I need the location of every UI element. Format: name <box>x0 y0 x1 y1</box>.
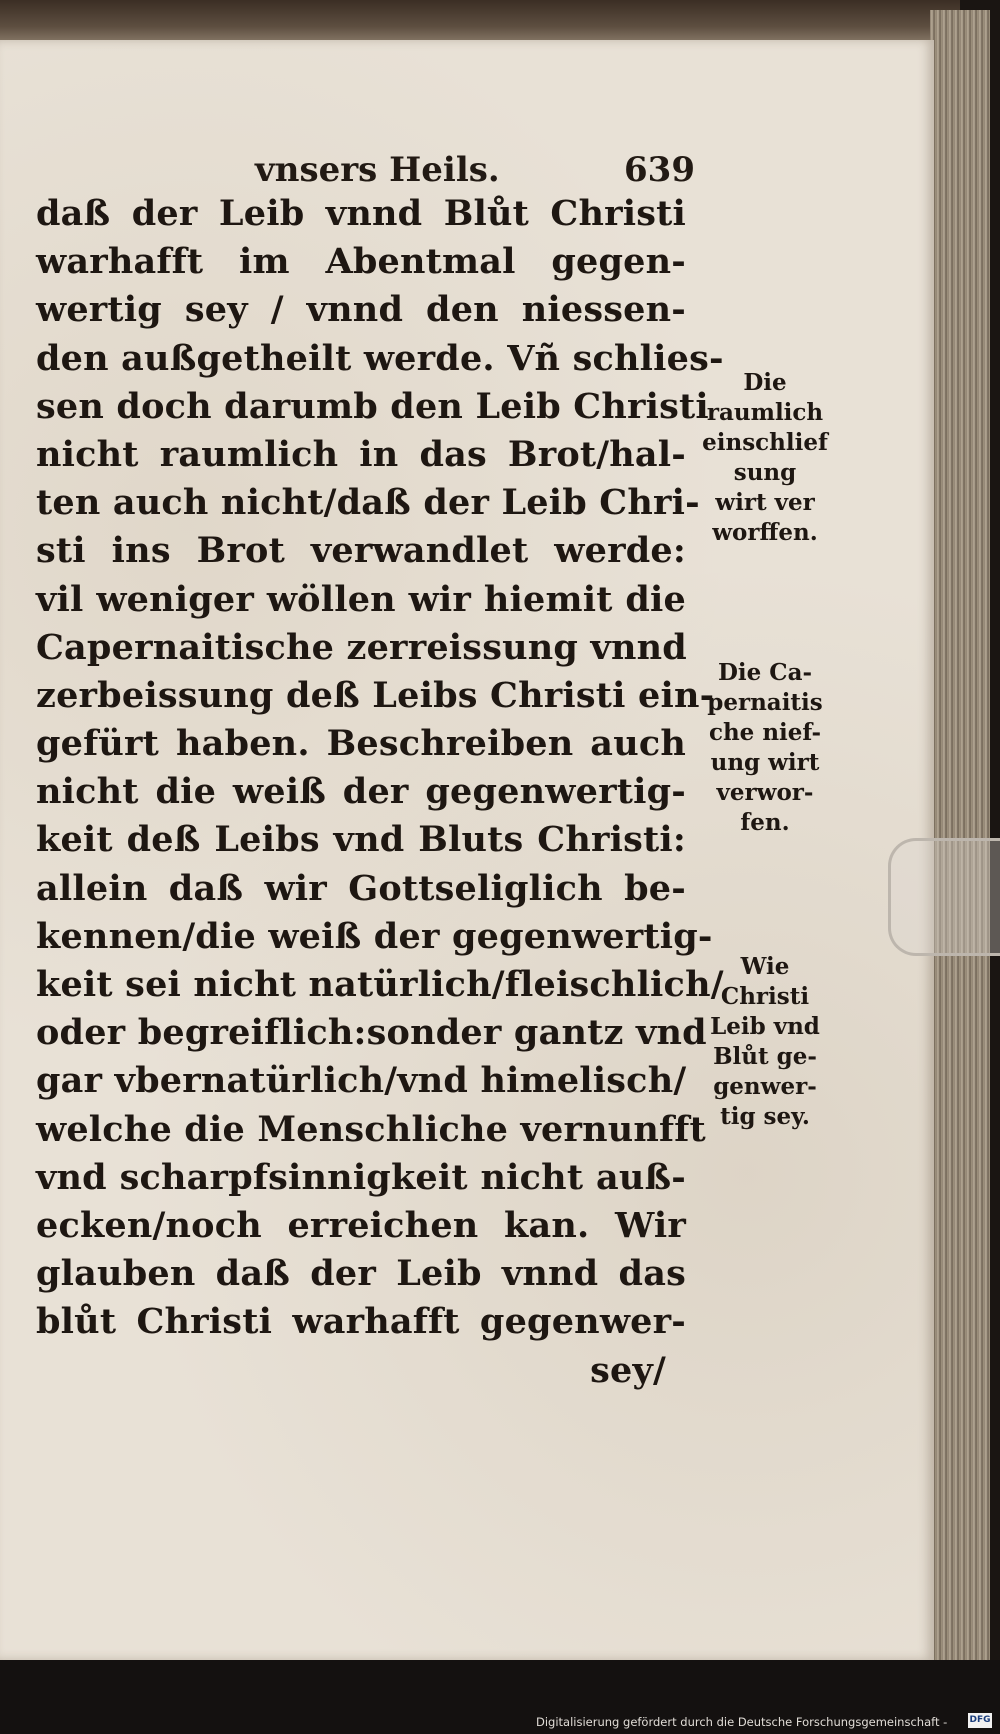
text-line: ten auch nicht/daß der Leib Chri- <box>36 482 700 524</box>
text-line: ecken/noch erreichen kan. Wir <box>36 1204 686 1246</box>
marginal-note <box>690 952 840 1132</box>
catchword: sey/ <box>590 1349 666 1391</box>
marginal-note-line: fen. <box>740 809 790 836</box>
marginal-note-line: ung wirt <box>710 749 820 776</box>
marginal-note-line: raumlich <box>706 399 824 426</box>
text-line: warhafft im Abentmal gegen- <box>36 241 686 283</box>
text-line: Capernaitische zerreissung vnnd <box>36 626 687 668</box>
marginal-note-line: pernaitis <box>707 689 823 716</box>
marginal-note-line: worffen. <box>712 519 818 546</box>
text-line: den außgetheilt werde. Vñ schlies- <box>36 337 724 379</box>
dfg-logo-icon: DFG <box>968 1713 992 1728</box>
top-edge-shadow <box>0 0 960 44</box>
marginal-note-line: verwor- <box>716 779 814 806</box>
text-line: welche die Menschliche vernunfft <box>36 1108 706 1150</box>
text-line: nicht die weiß der gegenwertig- <box>36 771 686 813</box>
marginal-note <box>690 368 840 548</box>
text-line: gefürt haben. Beschreiben auch <box>36 723 686 765</box>
marginal-note <box>690 658 840 838</box>
marginal-note-line: che nief- <box>708 719 822 746</box>
main-text-block <box>36 190 724 1395</box>
marginal-note-line: Christi <box>720 983 810 1010</box>
text-line: nicht raumlich in das Brot/hal- <box>36 433 686 475</box>
marginal-note-line: Die Ca- <box>717 659 813 686</box>
page-number: 639 <box>624 150 695 190</box>
text-line: vnd scharpfsinnigkeit nicht auß- <box>36 1156 686 1198</box>
running-title: vnsers Heils. <box>255 150 500 190</box>
digitization-credit: Digitalisierung gefördert durch die Deutsche Forschungsgemeinschaft - <box>536 1715 948 1729</box>
marginal-note-line: genwer- <box>713 1073 817 1100</box>
marginal-note-line: einschlief <box>702 429 828 456</box>
page-clip <box>888 838 1000 956</box>
text-line: sen doch darumb den Leib Christi <box>36 385 709 427</box>
text-line: blůt Christi warhafft gegenwer- <box>36 1301 686 1343</box>
text-line: keit deß Leibs vnd Bluts Christi: <box>36 819 686 861</box>
marginal-note-line: Blůt ge- <box>713 1043 817 1070</box>
text-line: vil weniger wöllen wir hiemit die <box>36 578 686 620</box>
text-line: daß der Leib vnnd Blůt Christi <box>36 193 686 234</box>
text-line: keit sei nicht natürlich/fleischlich/ <box>36 964 724 1005</box>
marginal-note-line: Leib vnd <box>710 1013 820 1040</box>
text-line: allein daß wir Gottseliglich be- <box>36 867 686 909</box>
marginal-note-line: wirt ver <box>715 489 815 516</box>
text-line: gar vbernatürlich/vnd himelisch/ <box>36 1060 687 1102</box>
marginal-note-line: tig sey. <box>720 1103 810 1130</box>
marginal-note-line: sung <box>733 459 797 486</box>
text-line: zerbeissung deß Leibs Christi ein- <box>36 674 715 716</box>
text-line: wertig sey / vnnd den niessen- <box>36 289 686 331</box>
page-header <box>255 150 695 190</box>
text-line: kennen/die weiß der gegenwertig- <box>36 915 713 957</box>
marginal-note-line: Wie <box>740 953 790 980</box>
text-line: sti ins Brot verwandlet werde: <box>36 530 686 572</box>
text-line: oder begreiflich:sonder gantz vnd <box>36 1012 707 1054</box>
marginal-note-line: Die <box>743 369 787 396</box>
text-line: glauben daß der Leib vnnd das <box>36 1253 686 1295</box>
